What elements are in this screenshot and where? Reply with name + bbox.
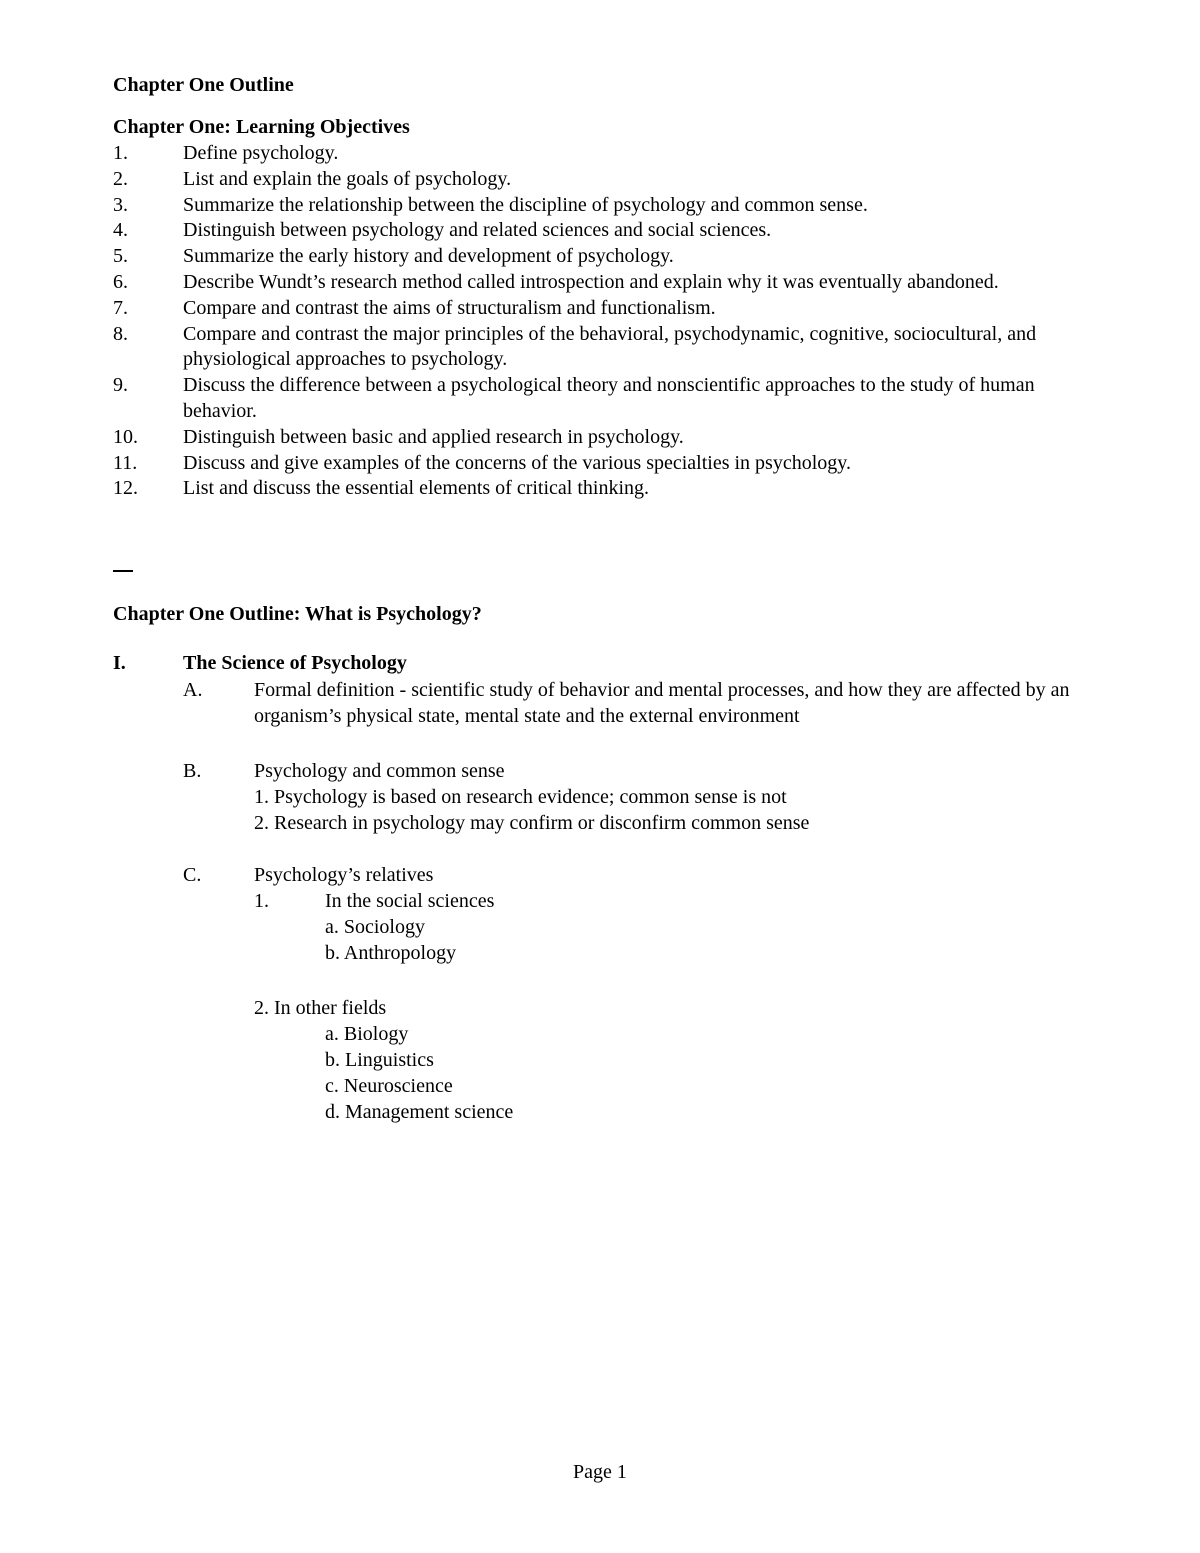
objective-text: Distinguish between basic and applied research in psychology.	[183, 425, 684, 448]
objective-text: Define psychology.	[183, 142, 339, 164]
objective-item	[113, 296, 1093, 322]
objective-item	[113, 218, 1093, 244]
point-b-letter: B.	[183, 760, 202, 782]
point-c1-item: a. Sociology	[325, 916, 425, 938]
section-title: The Science of Psychology	[183, 652, 407, 674]
objective-text: Compare and contrast the major principles of the behavioral, psychodynamic, cognitive, sociocultural, and physiological approaches to psychology.	[183, 322, 1037, 371]
objective-item	[113, 141, 1093, 167]
objective-text: List and discuss the essential elements of critical thinking.	[183, 477, 650, 500]
objective-number: 12.	[113, 477, 138, 500]
point-c1-number: 1.	[254, 890, 269, 912]
objective-item	[113, 425, 1093, 451]
objective-number: 11.	[113, 451, 138, 474]
objective-number: 8.	[113, 322, 128, 345]
objective-number: 5.	[113, 245, 128, 268]
objectives-list	[113, 141, 1093, 502]
objective-text: Summarize the relationship between the discipline of psychology and common sense.	[183, 193, 868, 216]
objective-item	[113, 244, 1093, 270]
objective-text: Compare and contrast the aims of structuralism and functionalism.	[183, 296, 716, 319]
objective-item	[113, 167, 1093, 193]
objective-text: Summarize the early history and development of psychology.	[183, 245, 674, 268]
objective-text: Describe Wundt’s research method called introspection and explain why it was eventually abandoned.	[183, 270, 999, 293]
point-c2-item: a. Biology	[325, 1023, 409, 1045]
document-title: Chapter One Outline	[113, 74, 294, 96]
point-b-item: 1. Psychology is based on research evidence; common sense is not	[254, 786, 787, 808]
objective-text: Discuss and give examples of the concerns of the various specialties in psychology.	[183, 451, 851, 474]
objective-text: Distinguish between psychology and related sciences and social sciences.	[183, 219, 772, 242]
point-a-text: Formal definition - scientific study of behavior and mental processes, and how they are affected by an organism’s physical state, mental state and the external environment	[254, 679, 1070, 727]
objective-number: 7.	[113, 296, 128, 319]
point-c2-item: b. Linguistics	[325, 1049, 434, 1071]
point-c-text: Psychology’s relatives	[254, 864, 434, 886]
outline-heading: Chapter One Outline: What is Psychology?	[113, 603, 482, 625]
objective-item	[113, 322, 1093, 374]
objective-number: 4.	[113, 219, 128, 242]
point-c2-item: d. Management science	[325, 1101, 514, 1123]
objective-number: 10.	[113, 425, 138, 448]
objectives-heading: Chapter One: Learning Objectives	[113, 116, 410, 138]
point-a-letter: A.	[183, 679, 203, 701]
point-b-text: Psychology and common sense	[254, 760, 505, 782]
point-c2-text: 2. In other fields	[254, 997, 387, 1019]
point-c1-text: In the social sciences	[325, 890, 495, 912]
objective-number: 2.	[113, 167, 128, 190]
objective-item	[113, 476, 1093, 502]
objective-number: 6.	[113, 270, 128, 293]
objective-item	[113, 451, 1093, 477]
objective-number: 1.	[113, 142, 128, 164]
objective-number: 9.	[113, 374, 128, 397]
objective-item	[113, 270, 1093, 296]
point-c-letter: C.	[183, 864, 202, 886]
page-number: Page 1	[573, 1461, 627, 1483]
objective-item	[113, 373, 1093, 425]
objective-text: List and explain the goals of psychology.	[183, 167, 512, 190]
point-c1-item: b. Anthropology	[325, 942, 457, 964]
point-c2-item: c. Neuroscience	[325, 1075, 453, 1097]
objective-text: Discuss the difference between a psychological theory and nonscientific approaches to the study of human behavior.	[183, 374, 1035, 422]
objective-item	[113, 193, 1093, 219]
section-numeral: I.	[113, 652, 126, 674]
section-divider	[113, 570, 133, 572]
objective-number: 3.	[113, 193, 128, 216]
point-b-item: 2. Research in psychology may confirm or disconfirm common sense	[254, 812, 810, 834]
